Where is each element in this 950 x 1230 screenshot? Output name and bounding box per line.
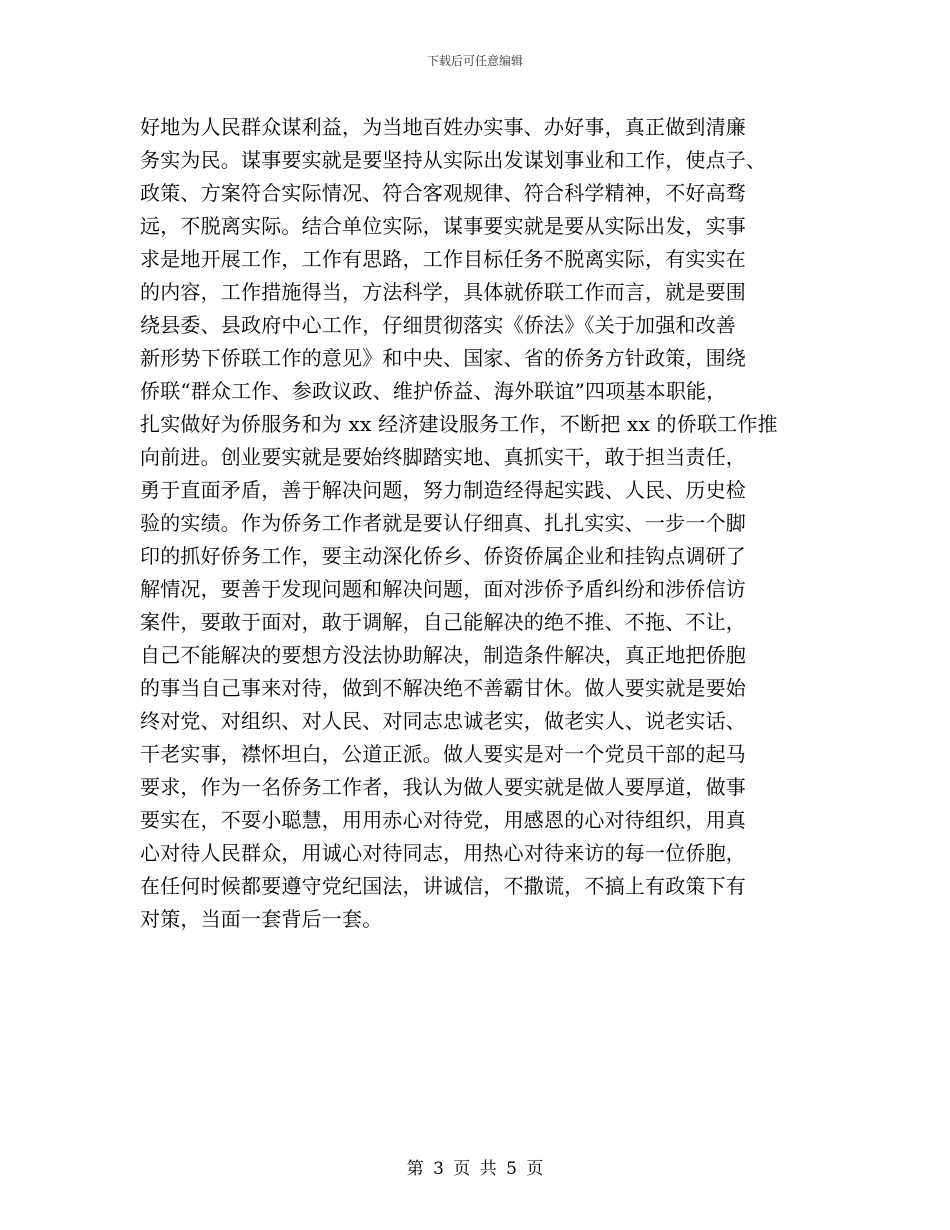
text-line: 新形势下侨联工作的意见》和中央、国家、省的侨务方针政策，围绕 — [140, 346, 746, 370]
text-line: 向前进。创业要实就是要始终脚踏实地、真抓实干，敢于担当责任， — [140, 445, 746, 469]
text-line: 勇于直面矛盾，善于解决问题，努力制造经得起实践、人民、历史检 — [140, 478, 746, 502]
text-line: 的内容，工作措施得当，方法科学，具体就侨联工作而言，就是要围 — [140, 280, 746, 304]
text-line: 对策，当面一套背后一套。 — [140, 907, 383, 931]
text-line: 案件，要敢于面对，敢于调解，自己能解决的绝不推、不拖、不让， — [140, 610, 746, 634]
text-line: 心对待人民群众，用诚心对待同志，用热心对待来访的每一位侨胞， — [140, 841, 746, 865]
text-line: 扎实做好为侨服务和为 xx 经济建设服务工作，不断把 xx 的侨联工作推 — [140, 412, 778, 436]
page-header: 下载后可任意编辑 — [426, 54, 523, 68]
text-line: 自己不能解决的要想方没法协助解决，制造条件解决，真正地把侨胞 — [140, 643, 746, 667]
text-line: 政策、方案符合实际情况、符合客观规律、符合科学精神，不好高骛 — [140, 181, 746, 205]
text-line: 务实为民。谋事要实就是要坚持从实际出发谋划事业和工作，使点子、 — [140, 148, 767, 172]
text-line: 验的实绩。作为侨务工作者就是要认仔细真、扎扎实实、一步一个脚 — [140, 511, 746, 535]
text-line: 侨联“群众工作、参政议政、维护侨益、海外联谊”四项基本职能， — [140, 379, 727, 403]
text-line: 在任何时候都要遵守党纪国法，讲诚信，不撒谎，不搞上有政策下有 — [140, 874, 746, 898]
text-line: 远，不脱离实际。结合单位实际，谋事要实就是要从实际出发，实事 — [140, 214, 746, 238]
text-line: 印的抓好侨务工作，要主动深化侨乡、侨资侨属企业和挂钩点调研了 — [140, 544, 746, 568]
text-line: 要求，作为一名侨务工作者，我认为做人要实就是做人要厚道，做事 — [140, 775, 746, 799]
text-line: 绕县委、县政府中心工作，仔细贯彻落实《侨法》《关于加强和改善 — [140, 313, 736, 337]
text-line: 解情况，要善于发现问题和解决问题，面对涉侨予盾纠纷和涉侨信访 — [140, 577, 746, 601]
text-line: 干老实事，襟怀坦白，公道正派。做人要实是对一个党员干部的起马 — [140, 742, 746, 766]
text-line: 的事当自己事来对待，做到不解决绝不善霸甘休。做人要实就是要始 — [140, 676, 746, 700]
text-line: 要实在，不耍小聪慧，用用赤心对待党，用感恩的心对待组织，用真 — [140, 808, 746, 832]
page-number: 第 3 页 共 5 页 — [406, 1159, 544, 1179]
text-line: 求是地开展工作，工作有思路，工作目标任务不脱离实际，有实实在 — [140, 247, 746, 271]
text-line: 终对党、对组织、对人民、对同志忠诚老实，做老实人、说老实话、 — [140, 709, 746, 733]
body-text — [140, 111, 830, 936]
text-line: 好地为人民群众谋利益，为当地百姓办实事、办好事，真正做到清廉 — [140, 115, 746, 139]
